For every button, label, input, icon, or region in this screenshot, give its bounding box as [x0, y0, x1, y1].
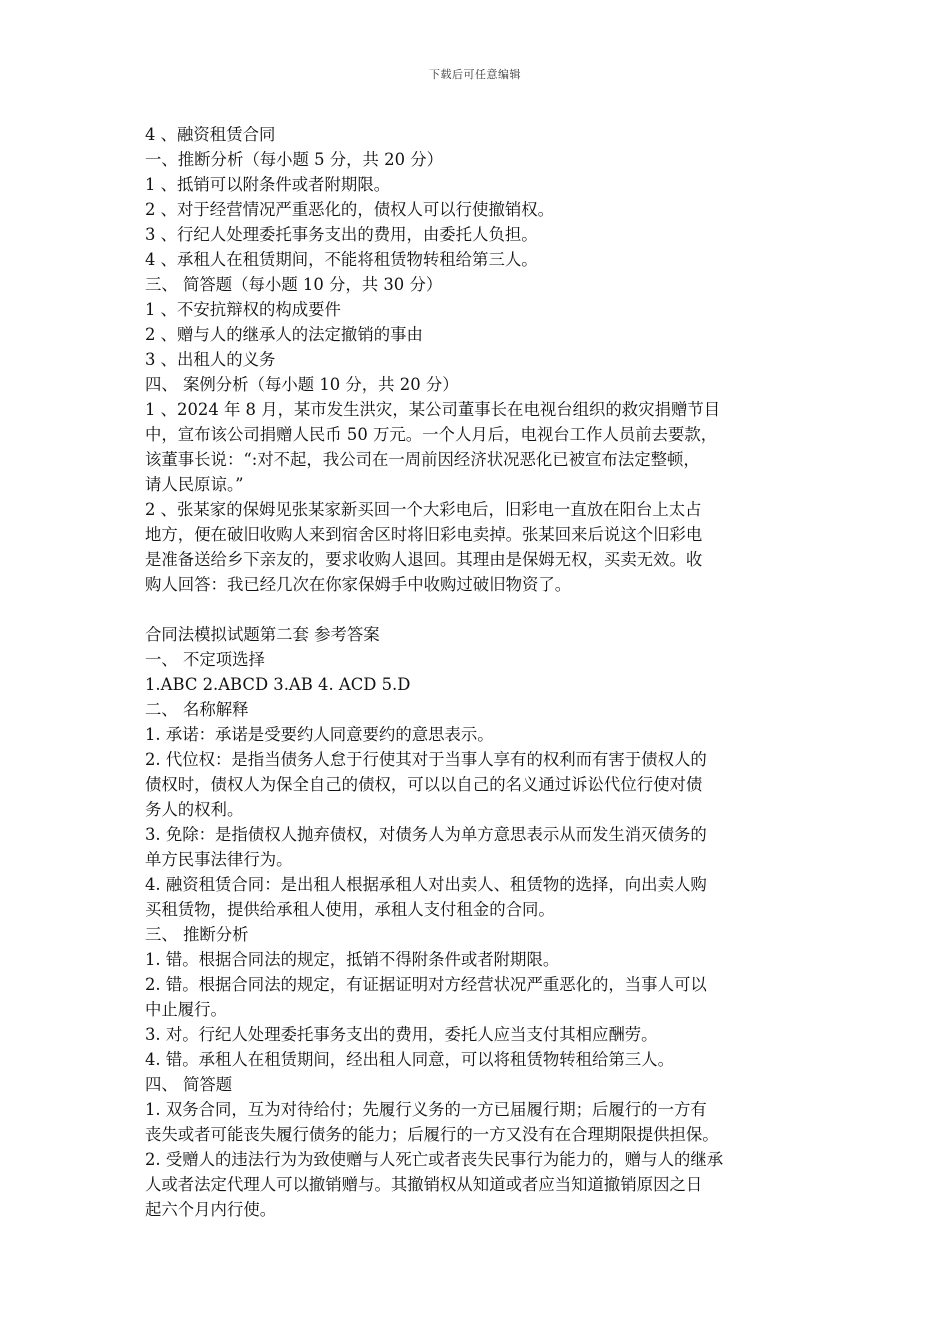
text-line: 三、 简答题（每小题 10 分，共 30 分）: [145, 275, 443, 294]
text-line: 人或者法定代理人可以撤销赠与。其撤销权从知道或者应当知道撤销原因之日: [145, 1175, 703, 1194]
text-line: 3. 对。行纪人处理委托事务支出的费用，委托人应当支付其相应酬劳。: [145, 1025, 658, 1044]
text-line: 买租赁物，提供给承租人使用，承租人支付租金的合同。: [145, 900, 555, 919]
text-line: 丧失或者可能丧失履行债务的能力；后履行的一方又没有在合理期限提供担保。: [145, 1125, 719, 1144]
text-line: 三、 推断分析: [145, 925, 249, 944]
text-line: 是准备送给乡下亲友的，要求收购人退回。其理由是保姆无权，买卖无效。收: [145, 550, 703, 569]
text-line: 1. 双务合同，互为对待给付；先履行义务的一方已届履行期；后履行的一方有: [145, 1100, 707, 1119]
text-line: 务人的权利。: [145, 800, 244, 819]
text-line: 2. 错。根据合同法的规定，有证据证明对方经营状况严重恶化的，当事人可以: [145, 975, 707, 994]
text-line: 一、 不定项选择: [145, 650, 265, 669]
document-body: [145, 122, 815, 1222]
text-line: 单方民事法律行为。: [145, 850, 293, 869]
text-line: 2 、张某家的保姆见张某家新买回一个大彩电后，旧彩电一直放在阳台上太占: [145, 500, 702, 519]
text-line: 四、 案例分析（每小题 10 分，共 20 分）: [145, 375, 459, 394]
text-line: 2. 受赠人的违法行为为致使赠与人死亡或者丧失民事行为能力的，赠与人的继承: [145, 1150, 724, 1169]
text-line: 中止履行。: [145, 1000, 227, 1019]
text-line: 起六个月内行使。: [145, 1200, 277, 1219]
text-line: 4. 错。承租人在租赁期间，经出租人同意，可以将租赁物转租给第三人。: [145, 1050, 674, 1069]
text-line: 1 、2024 年 8 月，某市发生洪灾，某公司董事长在电视台组织的救灾捐赠节目: [145, 400, 721, 419]
text-line: 中，宣布该公司捐赠人民币 50 万元。一个人月后，电视台工作人员前去要款，: [145, 425, 718, 444]
text-line: 1. 承诺：承诺是受要约人同意要约的意思表示。: [145, 725, 494, 744]
text-line: 2 、对于经营情况严重恶化的，债权人可以行使撤销权。: [145, 200, 555, 219]
text-line: 该董事长说：“:对不起，我公司在一周前因经济状况恶化已被宣布法定整顿，: [145, 450, 700, 469]
text-line: 1 、不安抗辩权的构成要件: [145, 300, 341, 319]
text-line: 4 、融资租赁合同: [145, 125, 276, 144]
text-line: 地方，便在破旧收购人来到宿舍区时将旧彩电卖掉。张某回来后说这个旧彩电: [145, 525, 703, 544]
text-line: 1 、抵销可以附条件或者附期限。: [145, 175, 391, 194]
page-header: 下载后可任意编辑: [429, 68, 521, 81]
text-line: 四、 简答题: [145, 1075, 233, 1094]
text-line: 3. 免除：是指债权人抛弃债权，对债务人为单方意思表示从而发生消灭债务的: [145, 825, 707, 844]
text-line: 1.ABC 2.ABCD 3.AB 4. ACD 5.D: [145, 675, 411, 694]
text-line: 请人民原谅。”: [145, 475, 244, 494]
blank-line: [145, 597, 815, 622]
text-line: 3 、出租人的义务: [145, 350, 276, 369]
text-line: 3 、行纪人处理委托事务支出的费用，由委托人负担。: [145, 225, 538, 244]
text-line: 债权时，债权人为保全自己的债权，可以以自己的名义通过诉讼代位行使对债: [145, 775, 703, 794]
text-line: 4 、承租人在租赁期间，不能将租赁物转租给第三人。: [145, 250, 538, 269]
text-line: 合同法模拟试题第二套 参考答案: [145, 625, 380, 644]
text-line: 二、 名称解释: [145, 700, 249, 719]
text-line: 一、推断分析（每小题 5 分，共 20 分）: [145, 150, 443, 169]
text-line: 2. 代位权：是指当债务人怠于行使其对于当事人享有的权利而有害于债权人的: [145, 750, 707, 769]
text-line: 1. 错。根据合同法的规定，抵销不得附条件或者附期限。: [145, 950, 560, 969]
text-line: 购人回答：我已经几次在你家保姆手中收购过破旧物资了。: [145, 575, 572, 594]
text-line: 2 、赠与人的继承人的法定撤销的事由: [145, 325, 423, 344]
text-line: 4. 融资租赁合同：是出租人根据承租人对出卖人、租赁物的选择，向出卖人购: [145, 875, 707, 894]
